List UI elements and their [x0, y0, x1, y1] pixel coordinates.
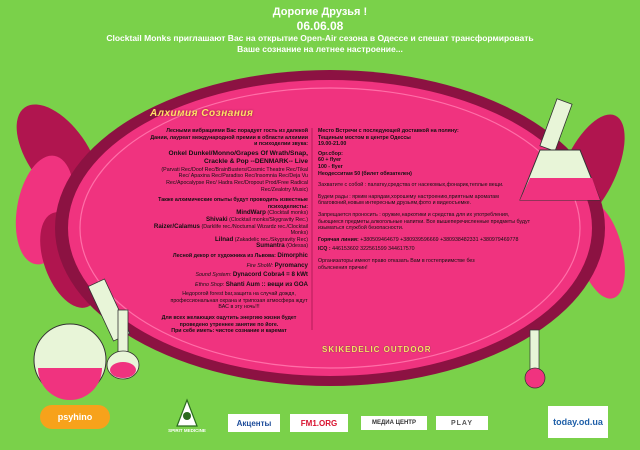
fire-row — [150, 263, 308, 270]
artist-name: Shivaki — [205, 215, 228, 223]
sound-row — [150, 272, 308, 279]
fire-label: Fire ShoW: — [246, 262, 274, 269]
artist-note: (Odessa) — [286, 243, 308, 250]
artist-note: (Darklife rec./Nocturnal Wizardz rec./Clocktail Monks) — [201, 223, 308, 237]
artist-note: (Clocktail monks/Skygravity Rec.) — [229, 216, 308, 223]
sound-label: Sound System: — [195, 272, 232, 279]
morning-text: Для всех желающих ощутить энергию жизни будет проведено утреннее занятие по йоге. — [161, 315, 297, 328]
artist-row — [150, 243, 308, 250]
artist-name: Sumantra — [256, 242, 285, 250]
artist-note: (Zakadelic rec./Skygravity Rec) — [234, 236, 308, 243]
event-title: Алхимия Сознания — [150, 108, 254, 119]
icq-value: 446153602 322561599 344617570 — [332, 246, 415, 253]
header — [0, 6, 640, 55]
spirit-medicine-label: SPIRIT MEDICINE — [168, 427, 206, 433]
artist-name: Raizer/Calamus — [153, 222, 200, 230]
today-logo[interactable]: today.od.ua — [548, 406, 608, 438]
alchemy-intro: Также алхимические опыты будут проводить известные психоделисты: — [158, 197, 308, 210]
decor-artist: Dimorphic — [277, 251, 308, 259]
organizers-note: Организаторы имеют право отказать Вам в гостеприимстве без объяснения причин! — [318, 257, 475, 271]
ethno-label: Ethno Shop: — [195, 281, 225, 288]
akcenty-logo[interactable]: Акценты — [228, 414, 280, 432]
flask-bottom-right-icon — [525, 330, 545, 388]
meeting-time: 19.00-21.00 — [318, 141, 347, 148]
play-logo[interactable]: PLAY — [436, 416, 488, 430]
invitation-line-1: Clocktail Monks приглашают Вас на открытие Open-Air сезона в Одессе и спешат трансформировать — [106, 33, 534, 43]
artist-name: Lilnad — [215, 235, 234, 243]
media-center-logo[interactable]: МЕДИА ЦЕНТР — [361, 416, 427, 430]
hotline-value: +380509464679 +380939596669 +380938482331 +380979469778 — [360, 236, 519, 243]
invitation-line-2: Ваше сознание на летнее настроение... — [237, 44, 403, 54]
artist-name: MindWarp — [236, 209, 266, 217]
spirit-medicine-logo[interactable] — [165, 390, 209, 440]
greeting-title: Дорогие Друзья ! — [272, 6, 368, 18]
welcome-text: Будем рады : ярким нарядам,хорошему настроению,приятным ароматам благовоний,новым интересным друзьям,фото и видеосъемке. — [318, 193, 499, 207]
right-column — [318, 128, 533, 271]
headliner: Onkel Dunkel/Monno/Grapes Of Wrath/Snap, Crackle & Pop --DENMARK-- Live — [168, 149, 308, 165]
meeting-text: Место Встречи с последующей доставкой на поляну: Тещиным мостом в центре Одессы — [318, 128, 459, 141]
fee-with-flyer: 60 + flyer — [318, 157, 342, 164]
bring-text: При себе иметь: чистое сознание и каремат — [171, 328, 287, 335]
artist-note: (Clocktail monks) — [267, 210, 308, 217]
left-column — [150, 128, 308, 335]
tagline: SKIKEDELIC OUTDOOR — [322, 345, 432, 354]
event-date: 06.06.08 — [296, 19, 344, 33]
hotline-row — [318, 237, 533, 244]
sound-value: Dynacord Cobra4 = 8 kWt — [232, 271, 308, 279]
icq-label: ICQ : — [318, 246, 331, 253]
bring-list: Захватите с собой : палатку,средства от насекомых,фонарик,теплые вещи. — [318, 182, 504, 189]
psyhino-logo[interactable]: psyhino — [40, 405, 110, 429]
ethno-value: Shanti Aum :: вещи из GOA — [225, 280, 308, 288]
fee-label: Орг.сбор: — [318, 150, 343, 157]
bar-text: Недорогой forest bar,защита на случай дождя, профессиональная охрана и трипозая атмосфера ждут ВАС в эту ночь!!! — [170, 291, 308, 311]
fm1-logo[interactable]: FM1.ORG — [290, 414, 348, 432]
headliner-labels: (Parvati Rec/Doof Rec/BrainBusters/Cosmic Theatre Rec/Tikal Rec/ Apaxina Rec/Paradiso Rec/Insomnia Rec/Deja Vu Rec/Apocalypse Rec/ Hadra Rec/Dropout Prod/Free Radical Rec/Zealotry Music) — [161, 166, 308, 193]
hotline-label: Горячая линия: — [318, 236, 359, 243]
ethno-row — [150, 282, 308, 289]
intro-text: Лесными вибрациями Вас порадует гость из далекой Дании, лауреат международной премии в области алхимии и психоделии звука: — [150, 128, 308, 148]
fee-nonlocal: Неодесситам 50 (билет обязателен) — [318, 170, 412, 177]
decor-row — [150, 253, 308, 260]
fire-value: Pyromancy — [274, 261, 308, 269]
fee-without-flyer: 100 - flyer — [318, 163, 343, 170]
artist-row — [150, 210, 308, 217]
spirit-medicine-icon — [175, 398, 199, 428]
decor-label: Лесной декор от художника из Львова: — [172, 252, 276, 259]
icq-row — [318, 246, 533, 253]
forbidden-text: Запрещается проносить : оружие,наркотики и средства для их употребления, бьющиеся предметы,алкогольные напитки. Все вышеперечисленные предметы будут изыматься службой безопасности. — [318, 211, 531, 232]
